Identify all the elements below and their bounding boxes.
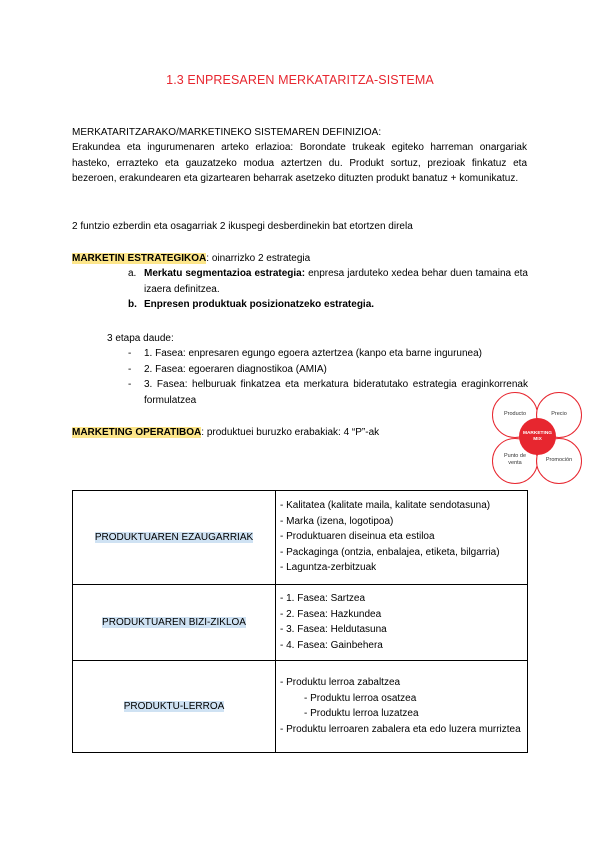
operative-label: MARKETING OPERATIBOA <box>72 427 202 438</box>
strategic-heading <box>72 251 527 267</box>
stages-list <box>128 346 528 408</box>
table-line: - Produktuaren diseinua eta estiloa <box>280 531 435 543</box>
stages-intro: 3 etapa daude: <box>107 333 174 344</box>
two-functions-text: 2 funtzio ezberdin eta osagarriak 2 ikuspegi desberdinekin bat etortzen direla <box>72 221 413 232</box>
list-marker: - <box>128 379 132 390</box>
table-line: - Produktu lerroa luzatzea <box>304 708 419 719</box>
stage-text: 2. Fasea: egoeraren diagnostikoa (AMIA) <box>144 363 327 375</box>
list-marker: a. <box>128 268 137 279</box>
row-label-cell <box>73 585 276 661</box>
table-row <box>73 661 528 753</box>
table-line: - Produktu lerroa osatzea <box>304 692 417 704</box>
list-marker: - <box>128 348 132 359</box>
stage-text: 1. Fasea: enpresaren egungo egoera aztertzea (kanpo eta barne ingurunea) <box>144 348 483 359</box>
strategy-b-bold: Enpresen produktuak posizionatzeko estrategia. <box>144 299 375 310</box>
row-value-cell <box>276 661 528 753</box>
list-marker: - <box>128 363 132 375</box>
product-table <box>72 490 528 753</box>
mix-label-price: Precio <box>551 411 567 417</box>
mix-label-place: Punto de venta <box>503 453 527 466</box>
table-line: - Produktu lerroa zabaltzea <box>280 677 401 688</box>
row-label: PRODUKTUAREN EZAUGARRIAK <box>94 532 254 543</box>
marketing-mix-diagram <box>484 388 590 488</box>
row-label: PRODUKTUAREN BIZI-ZIKLOA <box>102 617 246 628</box>
row-label-cell <box>73 661 276 753</box>
stage-text: 3. Fasea: helburuak finkatzea eta merkatura bideratutako estrategia eraginkorrenak formulatzea <box>144 379 528 406</box>
strategy-a-bold: Merkatu segmentazioa estrategia: <box>144 268 306 279</box>
definition-text: Erakundea eta ingurumenaren arteko erlazioa: Borondate trukeak egiteko harreman onargariak hasteko, errazteko eta gauzatzeko modua aztertzen du. Produkt sortuz, prezioak finkatuz eta bezeroen, erakundearen eta gizartearen beharrak asetzeko dituzten produkt banatuz + komunikatuz. <box>72 142 527 184</box>
table-line: - 3. Fasea: Heldutasuna <box>280 624 387 635</box>
table-line: - Marka (izena, logotipoa) <box>280 515 394 527</box>
list-item <box>128 266 528 297</box>
table-line: - Kalitatea (kalitate maila, kalitate sendotasuna) <box>280 500 491 512</box>
table-line: - Produktu lerroaren zabalera eta edo luzera murriztea <box>280 723 521 735</box>
strategy-list <box>128 266 528 313</box>
row-value-cell <box>276 585 528 661</box>
mix-center: MARKETING MIX <box>519 418 556 455</box>
list-item <box>128 377 528 408</box>
strategic-rest: : oinarrizko 2 estrategia <box>206 253 311 264</box>
mix-label-promotion: Promoción <box>545 457 573 463</box>
row-label: PRODUKTU-LERROA <box>123 701 225 712</box>
table-line: - 2. Fasea: Hazkundea <box>280 608 382 620</box>
strategic-label: MARKETIN ESTRATEGIKOA <box>72 253 207 264</box>
row-label-cell <box>73 491 276 585</box>
list-item <box>128 346 528 362</box>
strategy-a-text: enpresa jarduteko xedea behar duen tamaina eta izaera definitzea. <box>144 268 528 295</box>
page-title: 1.3 ENPRESAREN MERKATARITZA-SISTEMA <box>166 73 434 87</box>
operative-heading <box>72 425 527 441</box>
table-line: - 4. Fasea: Gainbehera <box>280 639 383 651</box>
table-line: - 1. Fasea: Sartzea <box>280 593 366 604</box>
list-item <box>128 297 528 313</box>
row-value-cell <box>276 491 528 585</box>
definition-heading: MERKATARITZARAKO/MARKETINEKO SISTEMAREN DEFINIZIOA: <box>72 127 382 138</box>
table-row <box>73 491 528 585</box>
operative-rest: : produktuei buruzko erabakiak: 4 “P”-ak <box>201 427 380 438</box>
list-marker: b. <box>128 299 137 310</box>
table-line: - Laguntza-zerbitzuak <box>280 562 377 574</box>
table-row <box>73 585 528 661</box>
table-line: - Packaginga (ontzia, enbalajea, etiketa, bilgarria) <box>280 546 500 558</box>
mix-label-product: Producto <box>503 411 526 417</box>
list-item <box>128 362 528 378</box>
